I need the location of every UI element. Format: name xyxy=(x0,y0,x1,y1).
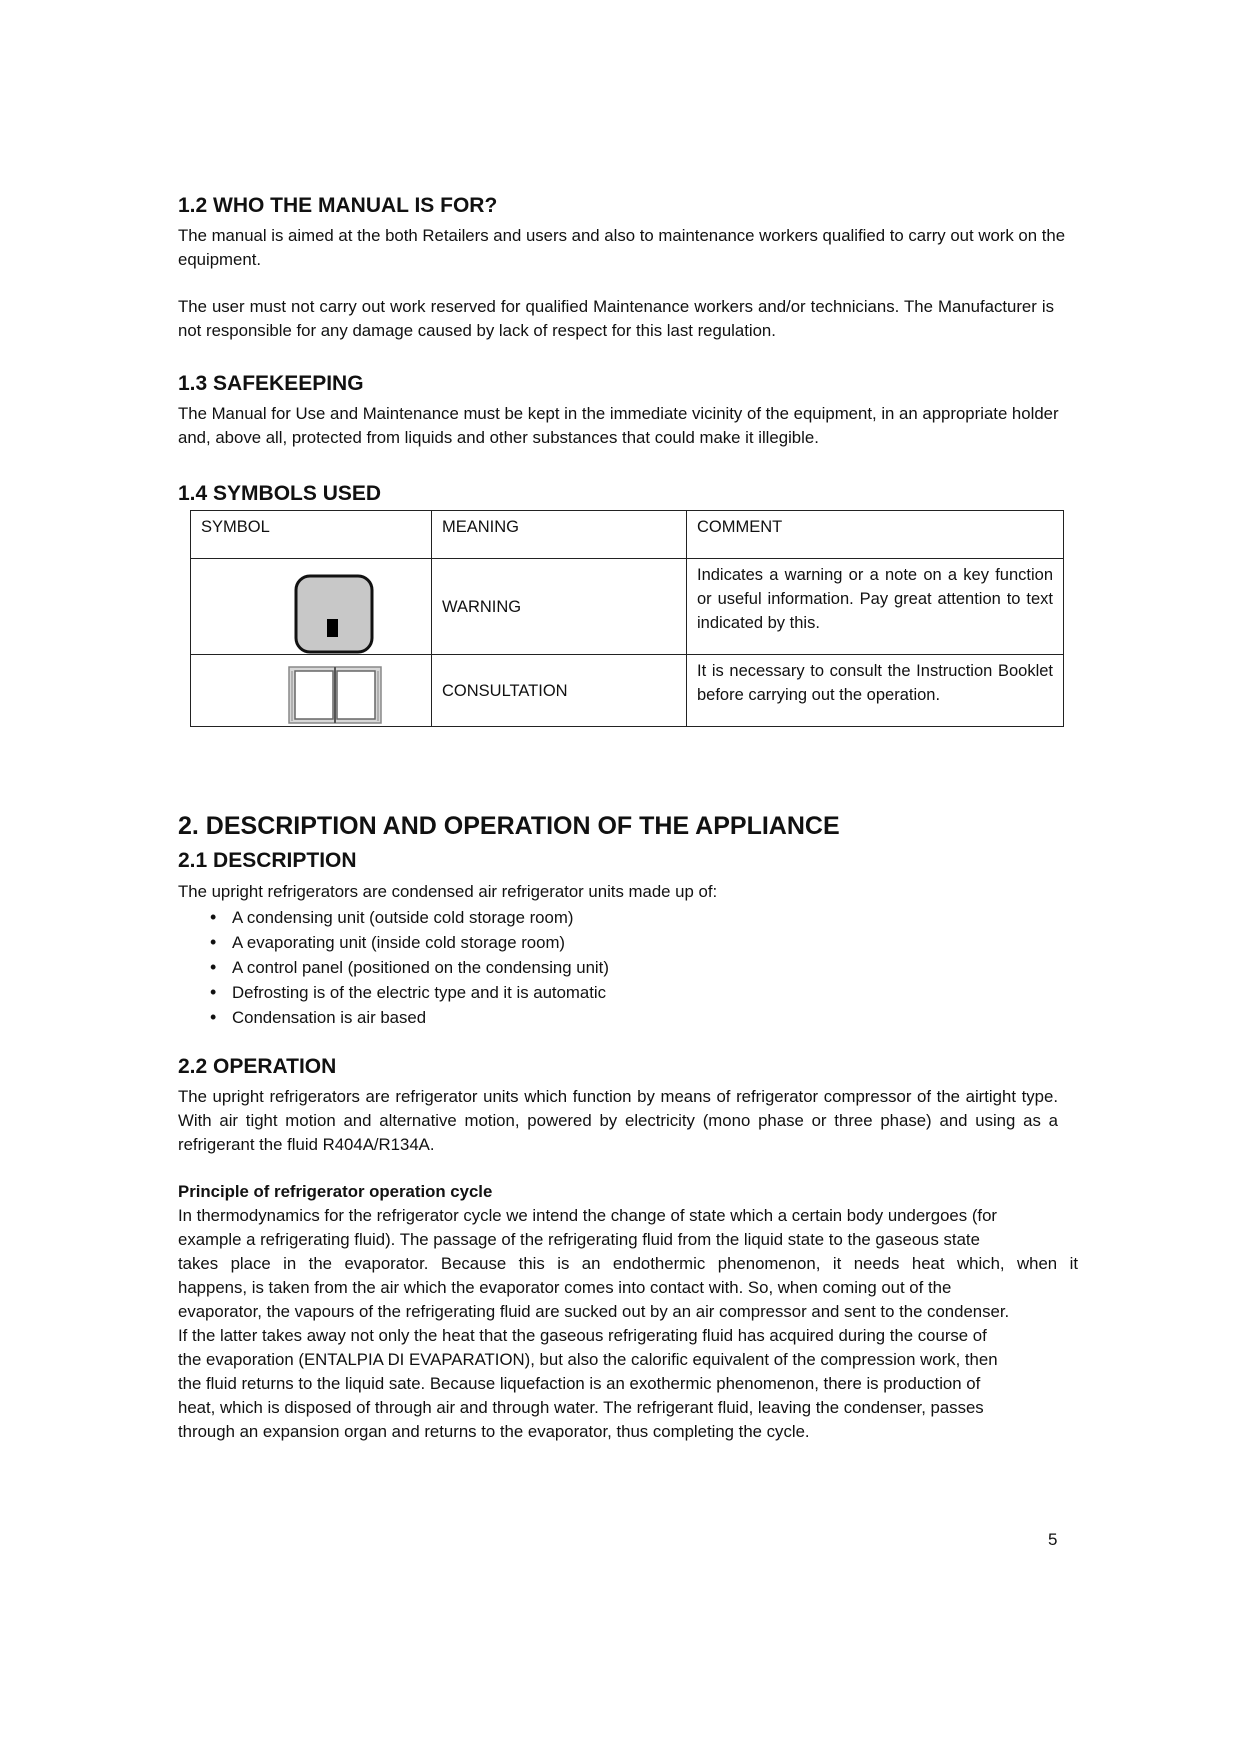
section-1-4-heading: 1.4 SYMBOLS USED xyxy=(178,482,382,505)
list-item: • Defrosting is of the electric type and it is automatic xyxy=(178,980,1058,1005)
page-number: 5 xyxy=(1048,1530,1058,1549)
section-1-3-paragraph: The Manual for Use and Maintenance must be kept in the immediate vicinity of the equipment, in an appropriate holder and, above all, protected from liquids and other substances that could make it illegible. xyxy=(178,404,1059,447)
warning-icon xyxy=(294,574,374,654)
section-1-2-heading: 1.2 WHO THE MANUAL IS FOR? xyxy=(178,194,498,217)
cycle-line: takes place in the evaporator. Because this is an endothermic phenomenon, it needs heat which, when it xyxy=(178,1254,1078,1273)
cycle-subheading: Principle of refrigerator operation cycle xyxy=(178,1182,493,1201)
symbols-table xyxy=(190,510,1064,727)
symbol-cell xyxy=(191,559,432,655)
section-1-2-paragraph-2: The user must not carry out work reserved for qualified Maintenance workers and/or technicians. The Manufacturer is not responsible for any damage caused by lack of respect for this last regulation. xyxy=(178,297,1054,340)
table-row xyxy=(191,559,1064,655)
table-row xyxy=(191,655,1064,727)
meaning-cell: CONSULTATION xyxy=(432,655,687,727)
cycle-text-block xyxy=(178,1204,1078,1444)
cycle-line: heat, which is disposed of through air and through water. The refrigerant fluid, leaving the condenser, passes xyxy=(178,1398,984,1417)
column-header-symbol: SYMBOL xyxy=(191,511,432,559)
cycle-line: the fluid returns to the liquid sate. Because liquefaction is an exothermic phenomenon, there is production of xyxy=(178,1374,981,1393)
component-list xyxy=(178,905,1058,1030)
section-2-1-intro: The upright refrigerators are condensed air refrigerator units made up of: xyxy=(178,882,718,901)
section-1-2-paragraph-1: The manual is aimed at the both Retailers and users and also to maintenance workers qualified to carry out work on the equipment. xyxy=(178,226,1066,269)
cycle-line: example a refrigerating fluid). The passage of the refrigerating fluid from the liquid state to the gaseous state xyxy=(178,1230,980,1249)
section-2-1-heading: 2.1 DESCRIPTION xyxy=(178,849,357,872)
comment-cell: It is necessary to consult the Instruction Booklet before carrying out the operation. xyxy=(687,655,1064,727)
symbol-cell xyxy=(191,655,432,727)
open-book-icon xyxy=(287,663,383,725)
symbols-table-header-row xyxy=(191,511,1064,559)
section-2-2-paragraph: The upright refrigerators are refrigerator units which function by means of refrigerator compressor of the airtight type. With air tight motion and alternative motion, powered by electricity (mono phase or three phase) and using as a refrigerant the fluid R404A/R134A. xyxy=(178,1087,1058,1154)
list-item: • A evaporating unit (inside cold storage room) xyxy=(178,930,1058,955)
meaning-cell: WARNING xyxy=(432,559,687,655)
section-2-2-heading: 2.2 OPERATION xyxy=(178,1055,337,1078)
cycle-line: evaporator, the vapours of the refrigerating fluid are sucked out by an air compressor and sent to the condenser. xyxy=(178,1302,1010,1321)
chapter-2-heading: 2. DESCRIPTION AND OPERATION OF THE APPLIANCE xyxy=(178,812,840,840)
cycle-line: happens, is taken from the air which the evaporator comes into contact with. So, when coming out of the xyxy=(178,1278,952,1297)
cycle-line: In thermodynamics for the refrigerator cycle we intend the change of state which a certain body undergoes (for xyxy=(178,1206,997,1225)
cycle-line: through an expansion organ and returns to the evaporator, thus completing the cycle. xyxy=(178,1422,810,1441)
column-header-comment: COMMENT xyxy=(687,511,1064,559)
section-1-3-heading: 1.3 SAFEKEEPING xyxy=(178,372,364,395)
column-header-meaning: MEANING xyxy=(432,511,687,559)
list-item: • Condensation is air based xyxy=(178,1005,1058,1030)
comment-cell: Indicates a warning or a note on a key function or useful information. Pay great attention to text indicated by this. xyxy=(687,559,1064,655)
list-item: • A control panel (positioned on the condensing unit) xyxy=(178,955,1058,980)
cycle-line: If the latter takes away not only the heat that the gaseous refrigerating fluid has acquired during the course of xyxy=(178,1326,987,1345)
list-item: • A condensing unit (outside cold storage room) xyxy=(178,905,1058,930)
cycle-line: the evaporation (ENTALPIA DI EVAPARATION), but also the calorific equivalent of the compression work, then xyxy=(178,1350,998,1369)
